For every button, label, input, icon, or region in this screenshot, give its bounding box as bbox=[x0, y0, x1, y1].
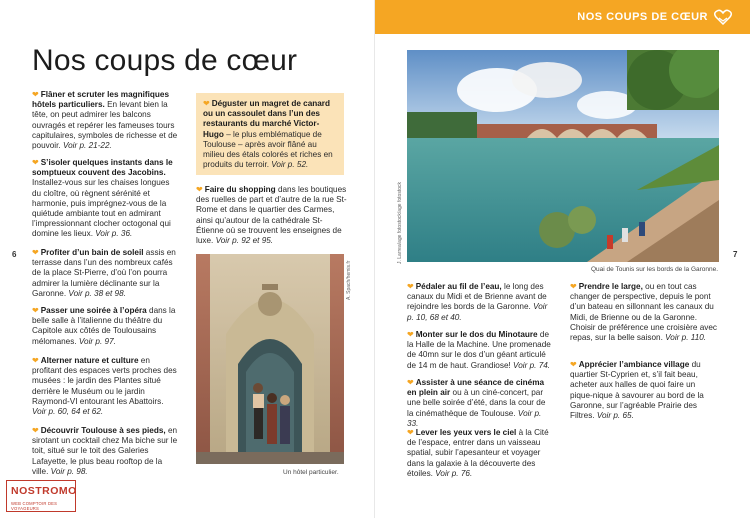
item-heading: Monter sur le dos du Minotaure bbox=[415, 330, 538, 339]
item-heading: Pédaler au fil de l’eau, bbox=[415, 282, 502, 291]
heart-bullet-icon: ❤ bbox=[407, 378, 414, 387]
page-reference: Voir p. 33. bbox=[407, 408, 542, 428]
item-heading: Apprécier l’ambiance village bbox=[578, 360, 690, 369]
item-heading: Découvrir Toulouse à ses pieds, bbox=[40, 426, 166, 435]
page-reference: Voir p. 52. bbox=[269, 160, 309, 170]
heart-bullet-icon: ❤ bbox=[196, 185, 203, 194]
page-reference: Voir p. 76. bbox=[432, 468, 473, 478]
item-text: en sirotant un cocktail chez Ma biche sur le toit, situé sur le toit des Galeries Lafayette, le plus beau rooftop de la ville. bbox=[32, 426, 178, 476]
heart-bullet-icon: ❤ bbox=[203, 99, 210, 108]
heart-bullet-icon: ❤ bbox=[32, 248, 39, 257]
photo-garonne bbox=[407, 50, 719, 262]
list-item bbox=[570, 282, 720, 343]
item-heading: Alterner nature et culture bbox=[40, 356, 139, 365]
shopping-item bbox=[196, 185, 348, 246]
page-reference: Voir p. 92 et 95. bbox=[213, 236, 274, 246]
right-page bbox=[375, 0, 750, 518]
item-text: ou à un ciné-concert, par une belle soirée d’été, dans la cour de la cinémathèque de Toulouse. bbox=[407, 388, 546, 418]
list-item bbox=[32, 356, 180, 417]
list-item bbox=[570, 360, 720, 421]
item-text: assis en terrasse dans l’un des nombreux cafés de la place St-Pierre, d’où l’on pourra admirer la lumière déclinante sur la Garonne. bbox=[32, 248, 176, 298]
item-text: en profitant des espaces verts proches des musées : le jardin des Plantes situé derrière le Muséum ou le jardin Raymond-VI entourant les Abattoirs. bbox=[32, 356, 177, 406]
heart-bullet-icon: ❤ bbox=[407, 282, 414, 291]
page-reference: Voir p. 110. bbox=[662, 333, 707, 343]
item-heading: Déguster un magret de canard ou un cassoulet dans l’un des restaurants du marché Victor-Hugo bbox=[203, 99, 330, 139]
page-reference: Voir p. 74. bbox=[510, 360, 551, 370]
page-reference: Voir p. 60, 64 et 62. bbox=[32, 407, 104, 417]
list-item bbox=[407, 428, 552, 479]
item-text: – le plus emblématique de Toulouse – après avoir flâné au milieu des étals colorés et riches en produits du terroir. bbox=[203, 129, 333, 170]
page-number-left: 6 bbox=[12, 250, 17, 259]
item-text: ou en tout cas changer de perspective, depuis le pont d’un bateau en sillonnant les canaux du Midi, de Brienne ou de la Garonne. Choisir de préférence une croisière avec repas, sur la belle saison. bbox=[570, 282, 717, 343]
item-text: à la Cité de l’espace, entrer dans un vaisseau spatial, subir l’apesanteur et voyager dans la galaxie à la découverte des étoiles. bbox=[407, 428, 549, 478]
heart-bullet-icon: ❤ bbox=[32, 90, 39, 99]
item-text: de la Halle de la Machine. Une promenade de 40mn sur le dos d’un géant articulé de 14 m de haut. Grandiose! bbox=[407, 330, 551, 370]
page-reference: Voir p. 97. bbox=[76, 336, 116, 346]
item-text: le long des canaux du Midi et de Brienne avant de rejoindre les bords de la Garonne. bbox=[407, 282, 547, 312]
caption-right: Quai de Tounis sur les bords de la Garonne. bbox=[591, 266, 719, 273]
heart-bullet-icon: ❤ bbox=[32, 306, 39, 315]
heart-bullet-icon: ❤ bbox=[407, 428, 414, 437]
page-reference: Voir p. 98. bbox=[48, 466, 88, 476]
item-text: du quartier St-Cyprien et, s’il fait beau, acheter aux halles de quoi faire un pique-nique à savourer au bord de la Garonne, sur l’agréable Prairie des Filtres. bbox=[570, 360, 704, 421]
nostromo-logo bbox=[6, 480, 76, 512]
heart-hands-icon bbox=[714, 9, 732, 25]
photo-credit-left: A. Spach/hemis.fr bbox=[346, 260, 352, 300]
logo-main: NOSTROMO bbox=[11, 485, 77, 497]
list-item bbox=[32, 426, 180, 477]
list-item bbox=[32, 90, 180, 151]
list-item bbox=[407, 378, 552, 429]
list-item bbox=[32, 158, 180, 240]
highlight-item bbox=[203, 99, 339, 170]
heart-bullet-icon: ❤ bbox=[570, 360, 577, 369]
list-item bbox=[32, 306, 180, 347]
item-heading: Lever les yeux vers le ciel bbox=[415, 428, 517, 437]
header-bar bbox=[375, 0, 750, 34]
page-reference: Voir p. 36. bbox=[92, 229, 133, 239]
heart-bullet-icon: ❤ bbox=[32, 426, 39, 435]
page-reference: Voir p. 10, 68 et 40. bbox=[407, 302, 548, 322]
item-text: dans la belle salle à l’italienne du théâtre du Capitole aux côtés de Toulousains mélomanes. bbox=[32, 306, 176, 346]
item-text: En levant bien la tête, on peut admirer les balcons ouvragés et repérer les fameuses tours capitulaires, symboles de richesse et de pouvoir. bbox=[32, 100, 178, 151]
page-number-right: 7 bbox=[733, 250, 738, 259]
item-heading: Profiter d’un bain de soleil bbox=[40, 248, 144, 257]
caption-left: Un hôtel particulier. bbox=[283, 469, 339, 476]
page-reference: Voir p. 21-22. bbox=[60, 141, 112, 151]
photo-credit-right: J. Larrea/age fotostock/age fotostock bbox=[397, 182, 403, 264]
list-item bbox=[32, 248, 180, 299]
logo-sub: WEB COMPTOIR DES VOYAGEURS bbox=[11, 501, 58, 511]
item-heading: Faire du shopping bbox=[204, 185, 276, 194]
page-title: Nos coups de cœur bbox=[32, 44, 298, 77]
item-text: dans les boutiques des ruelles de part et d’autre de la rue St-Rome et dans le quartier des Carmes, ainsi qu’autour de la cathédrale St-Étienne où se trouvent les enseignes de luxe. bbox=[196, 185, 347, 246]
item-heading: Passer une soirée à l’opéra bbox=[40, 306, 147, 315]
item-heading: S’isoler quelques instants dans le somptueux couvent des Jacobins. bbox=[32, 158, 173, 178]
header-label: NOS COUPS DE CŒUR bbox=[577, 11, 708, 23]
item-text: Installez-vous sur les chaises longues du cloître, où règnent sérénité et harmonie, puis imprégnez-vous de la quiétude ambiante tout en admirant l’impressionnant clocher octogonal qui domine les lieux. bbox=[32, 178, 171, 239]
heart-bullet-icon: ❤ bbox=[407, 330, 414, 339]
heart-bullet-icon: ❤ bbox=[570, 282, 577, 291]
list-item bbox=[407, 282, 552, 323]
photo-hotel-particulier bbox=[196, 254, 344, 464]
list-item bbox=[407, 330, 552, 371]
item-heading: Flâner et scruter les magnifiques hôtels particuliers. bbox=[32, 90, 170, 110]
item-heading: Assister à une séance de cinéma en plein air bbox=[407, 378, 545, 398]
page-reference: Voir p. 38 et 98. bbox=[66, 288, 126, 298]
heart-bullet-icon: ❤ bbox=[32, 356, 39, 365]
item-heading: Prendre le large, bbox=[578, 282, 643, 291]
page-reference: Voir p. 65. bbox=[594, 411, 634, 421]
heart-bullet-icon: ❤ bbox=[32, 158, 39, 167]
